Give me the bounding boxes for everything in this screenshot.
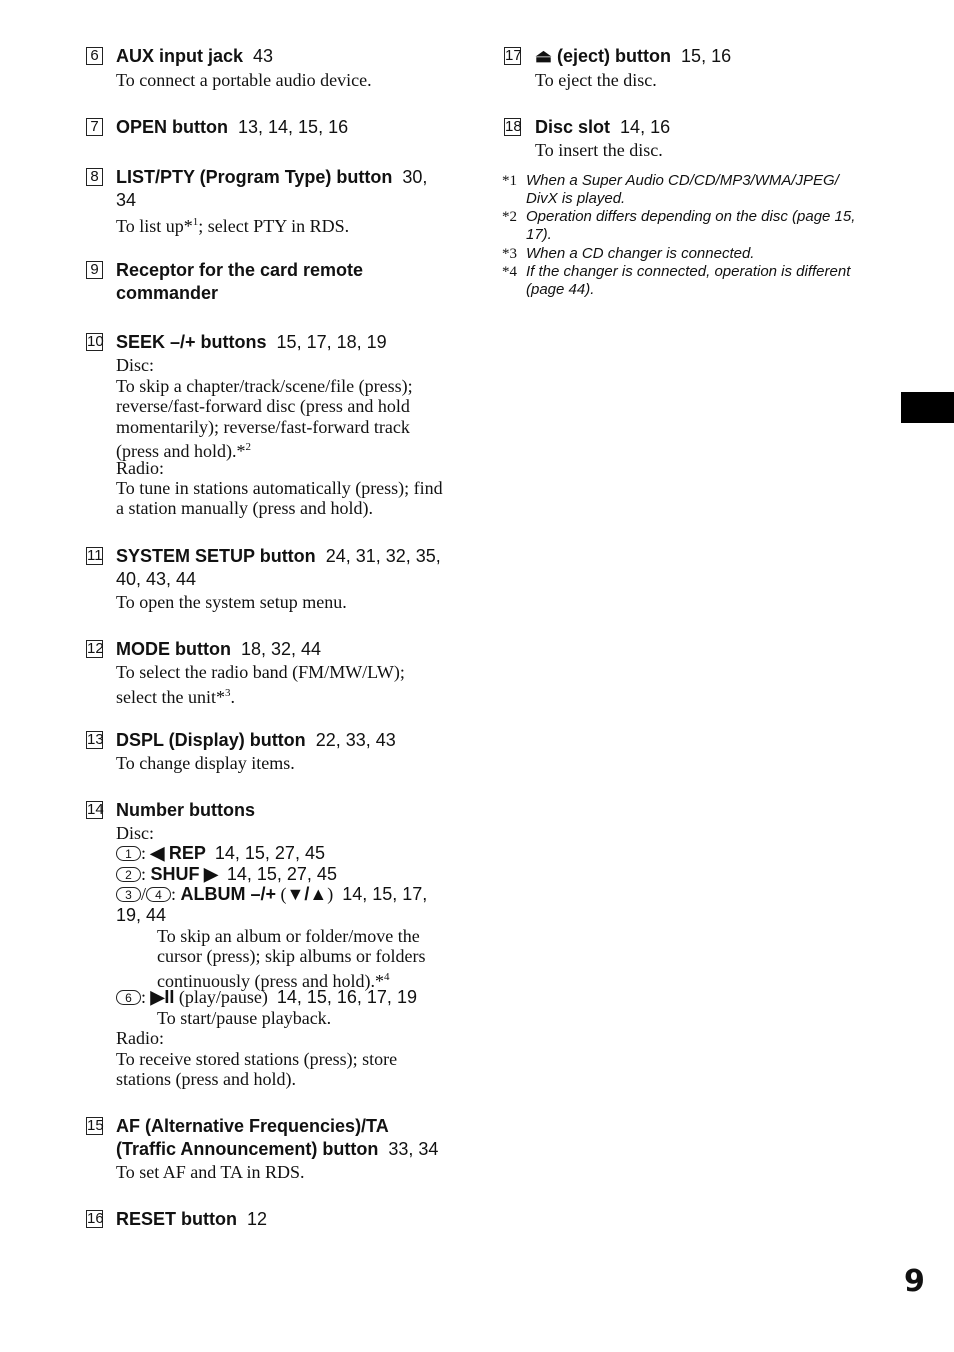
item-number: 14 <box>87 801 104 818</box>
item-title: AF (Alternative Frequencies)/TA <box>116 1116 389 1136</box>
item-title: SYSTEM SETUP button 24, 31, 32, 35, <box>116 546 441 566</box>
item-title: Receptor for the card remote <box>116 260 364 280</box>
key-6-line: 6 : ▶II (play/pause) 14, 15, 16, 17, 19 <box>116 987 417 1008</box>
item-title-cont: (Traffic Announcement) button 33, 34 <box>116 1139 439 1159</box>
item-number: 18 <box>505 118 522 135</box>
item-description: To open the system setup menu. <box>116 592 347 612</box>
key-6-icon: 6 <box>116 990 141 1005</box>
item-number: 11 <box>87 547 103 564</box>
key-1-icon: 1 <box>116 846 141 861</box>
item-number: 12 <box>87 640 104 657</box>
item-number: 15 <box>87 1117 104 1134</box>
key-4-icon: 4 <box>146 887 171 902</box>
key-2-line: 2 : SHUF ▶ 14, 15, 27, 45 <box>116 864 337 885</box>
desc-line: To skip a chapter/track/scene/file (press); <box>116 376 413 396</box>
desc-line: momentarily); reverse/fast-forward track <box>116 417 410 437</box>
item-title-cont: commander <box>116 283 219 303</box>
desc-line: reverse/fast-forward disc (press and hold <box>116 396 410 416</box>
desc-line: To tune in stations automatically (press); find <box>116 478 443 498</box>
section-tab-marker <box>901 392 954 423</box>
desc-line: To receive stored stations (press); store <box>116 1049 398 1069</box>
page-number: 9 <box>904 1264 925 1299</box>
item-description: To connect a portable audio device. <box>116 70 372 90</box>
item-title: Disc slot 14, 16 <box>535 117 671 137</box>
item-description: To list up*$^1$; select PTY in RDS. <box>116 216 350 236</box>
item-description: To eject the disc. <box>535 70 657 90</box>
item-number: 16 <box>87 1210 104 1227</box>
desc-line: continuously (press and hold).*$^4$ <box>157 971 390 991</box>
page-refs-cont: 19, 44 <box>116 905 167 925</box>
item-number: 13 <box>87 731 104 748</box>
item-title: ⏏ (eject) button 15, 16 <box>535 46 732 66</box>
desc-line: Disc: <box>116 355 154 375</box>
item-description: To set AF and TA in RDS. <box>116 1162 305 1182</box>
desc-line: a station manually (press and hold). <box>116 498 373 518</box>
eject-icon: ⏏ <box>535 46 553 66</box>
item-title: OPEN button 13, 14, 15, 16 <box>116 117 349 137</box>
desc-line: Radio: <box>116 458 164 478</box>
desc-line: select the unit*$^3$. <box>116 687 235 707</box>
item-number: 7 <box>86 118 103 136</box>
desc-line: cursor (press); skip albums or folders <box>157 946 426 966</box>
desc-line: To select the radio band (FM/MW/LW); <box>116 662 405 682</box>
item-description: To change display items. <box>116 753 295 773</box>
left-triangle-icon: ◀ <box>150 843 165 863</box>
key-3-icon: 3 <box>116 887 141 902</box>
desc-line: To skip an album or folder/move the <box>157 926 420 946</box>
play-pause-icon: ▶II <box>150 987 175 1007</box>
item-number: 10 <box>87 333 104 350</box>
key-3-4-line: 3 / 4 : ALBUM –/+ (▼/▲) 14, 15, 17, <box>116 884 427 905</box>
desc-line: Disc: <box>116 823 154 843</box>
page-refs: 43 <box>253 46 274 66</box>
item-title: AUX input jack 43 <box>116 46 274 66</box>
desc-line: To start/pause playback. <box>157 1008 332 1028</box>
item-title: RESET button 12 <box>116 1209 268 1229</box>
item-title: SEEK –/+ buttons 15, 17, 18, 19 <box>116 332 387 352</box>
item-number: 9 <box>86 261 103 279</box>
item-title: Number buttons <box>116 800 255 820</box>
item-number: 8 <box>86 168 103 186</box>
item-title: LIST/PTY (Program Type) button 30, <box>116 167 428 187</box>
key-2-icon: 2 <box>116 867 141 882</box>
page-refs-cont: 34 <box>116 190 137 210</box>
desc-line: stations (press and hold). <box>116 1069 296 1089</box>
item-description: To insert the disc. <box>535 140 663 160</box>
down-up-triangle-icon: ▼/▲ <box>286 884 328 904</box>
item-number: 6 <box>86 47 103 65</box>
key-1-line: 1 : ◀ REP 14, 15, 27, 45 <box>116 843 325 864</box>
page-refs-cont: 40, 43, 44 <box>116 569 197 589</box>
desc-line: (press and hold).*$^2$ <box>116 441 251 461</box>
item-title: DSPL (Display) button 22, 33, 43 <box>116 730 396 750</box>
item-number: 17 <box>505 47 522 64</box>
right-triangle-icon: ▶ <box>204 864 218 884</box>
desc-line: Radio: <box>116 1028 164 1048</box>
item-title: MODE button 18, 32, 44 <box>116 639 322 659</box>
